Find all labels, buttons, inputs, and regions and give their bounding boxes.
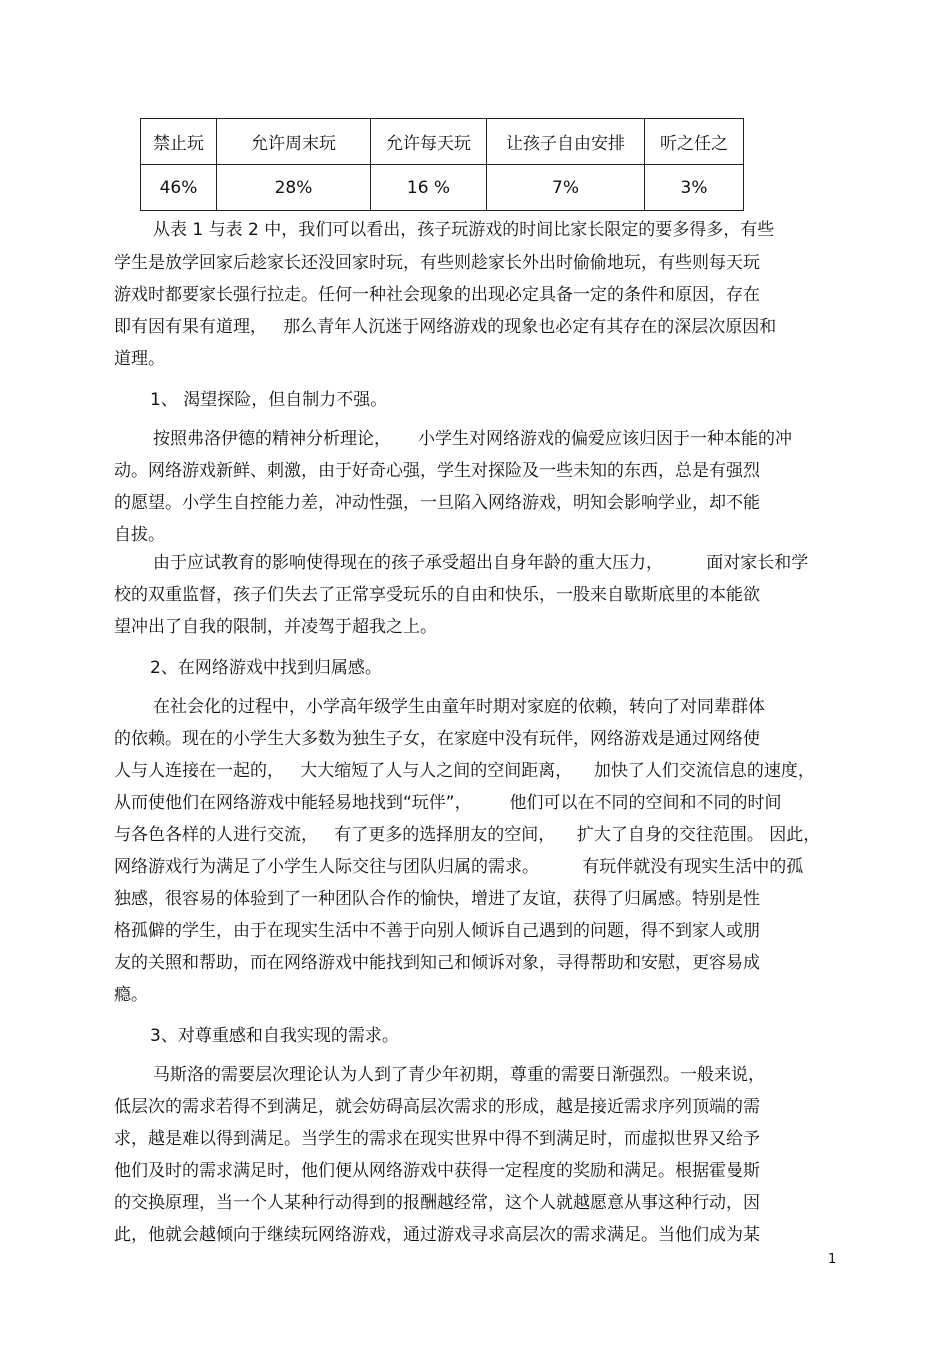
text-line: 按照弗洛伊德的精神分析理论， 小学生对网络游戏的偏爱应该归因于一种本能的冲 xyxy=(153,429,793,449)
text-line: 马斯洛的需要层次理论认为人到了青少年初期，尊重的需要日渐强烈。一般来说， xyxy=(153,1065,765,1085)
text-line: 低层次的需求若得不到满足，就会妨碍高层次需求的形成，越是接近需求序列顶端的需 xyxy=(114,1097,760,1117)
table-header-row xyxy=(141,119,744,165)
table-value-row xyxy=(141,165,744,211)
table-header-cell: 听之任之 xyxy=(645,119,744,165)
page-number: 1 xyxy=(828,1252,837,1267)
text-line: 独感，很容易的体验到了一种团队合作的愉快，增进了友谊，获得了归属感。特别是性 xyxy=(114,889,760,909)
text-line: 游戏时都要家长强行拉走。任何一种社会现象的出现必定具备一定的条件和原因，存在 xyxy=(114,285,760,305)
text-line: 在社会化的过程中，小学高年级学生由童年时期对家庭的依赖，转向了对同辈群体 xyxy=(153,697,765,717)
text-line: 网络游戏行为满足了小学生人际交往与团队归属的需求。 有玩伴就没有现实生活中的孤 xyxy=(114,857,804,877)
text-line: 格孤僻的学生，由于在现实生活中不善于向别人倾诉自己遇到的问题，得不到家人或朋 xyxy=(114,921,760,941)
text-line: 求，越是难以得到满足。当学生的需求在现实世界中得不到满足时，而虚拟世界又给予 xyxy=(114,1129,760,1149)
text-line: 从而使他们在网络游戏中能轻易地找到“玩伴”， 他们可以在不同的空间和不同的时间 xyxy=(114,793,782,813)
table-header-cell: 让孩子自由安排 xyxy=(487,119,645,165)
text-line: 此，他就会越倾向于继续玩网络游戏，通过游戏寻求高层次的需求满足。当他们成为某 xyxy=(114,1225,760,1245)
table-value-cell: 46% xyxy=(141,165,217,211)
text-line: 的愿望。小学生自控能力差，冲动性强，一旦陷入网络游戏，明知会影响学业，却不能 xyxy=(114,493,760,513)
text-line: 与各色各样的人进行交流， 有了更多的选择朋友的空间， 扩大了自身的交往范围。 因此， xyxy=(114,825,821,845)
section-heading: 1、 渴望探险，但自制力不强。 xyxy=(150,390,388,410)
text-line: 从表 1 与表 2 中，我们可以看出，孩子玩游戏的时间比家长限定的要多得多，有些 xyxy=(153,220,775,240)
text-line: 学生是放学回家后趁家长还没回家时玩，有些则趁家长外出时偷偷地玩，有些则每天玩 xyxy=(114,253,760,273)
text-line: 自拔。 xyxy=(114,525,165,545)
table-value-cell: 3% xyxy=(645,165,744,211)
statistics-table xyxy=(140,118,744,211)
section-heading: 2、在网络游戏中找到归属感。 xyxy=(150,658,382,678)
table-header-cell: 允许每天玩 xyxy=(371,119,487,165)
table-header-cell: 禁止玩 xyxy=(141,119,217,165)
text-line: 即有因有果有道理， 那么青年人沉迷于网络游戏的现象也必定有其存在的深层次原因和 xyxy=(114,317,777,337)
text-line: 由于应试教育的影响使得现在的孩子承受超出自身年龄的重大压力， 面对家长和学 xyxy=(153,553,809,573)
text-line: 人与人连接在一起的， 大大缩短了人与人之间的空间距离， 加快了人们交流信息的速度， xyxy=(114,761,815,781)
text-line: 他们及时的需求满足时，他们便从网络游戏中获得一定程度的奖励和满足。根据霍曼斯 xyxy=(114,1161,760,1181)
text-line: 的交换原理，当一个人某种行动得到的报酬越经常，这个人就越愿意从事这种行动，因 xyxy=(114,1193,760,1213)
text-line: 校的双重监督，孩子们失去了正常享受玩乐的自由和快乐，一股来自歇斯底里的本能欲 xyxy=(114,585,760,605)
table-value-cell: 28% xyxy=(217,165,371,211)
text-line: 道理。 xyxy=(114,349,165,369)
text-line: 动。网络游戏新鲜、刺激，由于好奇心强，学生对探险及一些未知的东西，总是有强烈 xyxy=(114,461,760,481)
text-line: 望冲出了自我的限制，并凌驾于超我之上。 xyxy=(114,617,437,637)
section-heading: 3、对尊重感和自我实现的需求。 xyxy=(150,1026,399,1046)
text-line: 友的关照和帮助，而在网络游戏中能找到知己和倾诉对象，寻得帮助和安慰，更容易成 xyxy=(114,953,760,973)
text-line: 瘾。 xyxy=(114,985,148,1005)
table-value-cell: 16 % xyxy=(371,165,487,211)
table-value-cell: 7% xyxy=(487,165,645,211)
text-line: 的依赖。现在的小学生大多数为独生子女，在家庭中没有玩伴，网络游戏是通过网络使 xyxy=(114,729,760,749)
table-header-cell: 允许周末玩 xyxy=(217,119,371,165)
